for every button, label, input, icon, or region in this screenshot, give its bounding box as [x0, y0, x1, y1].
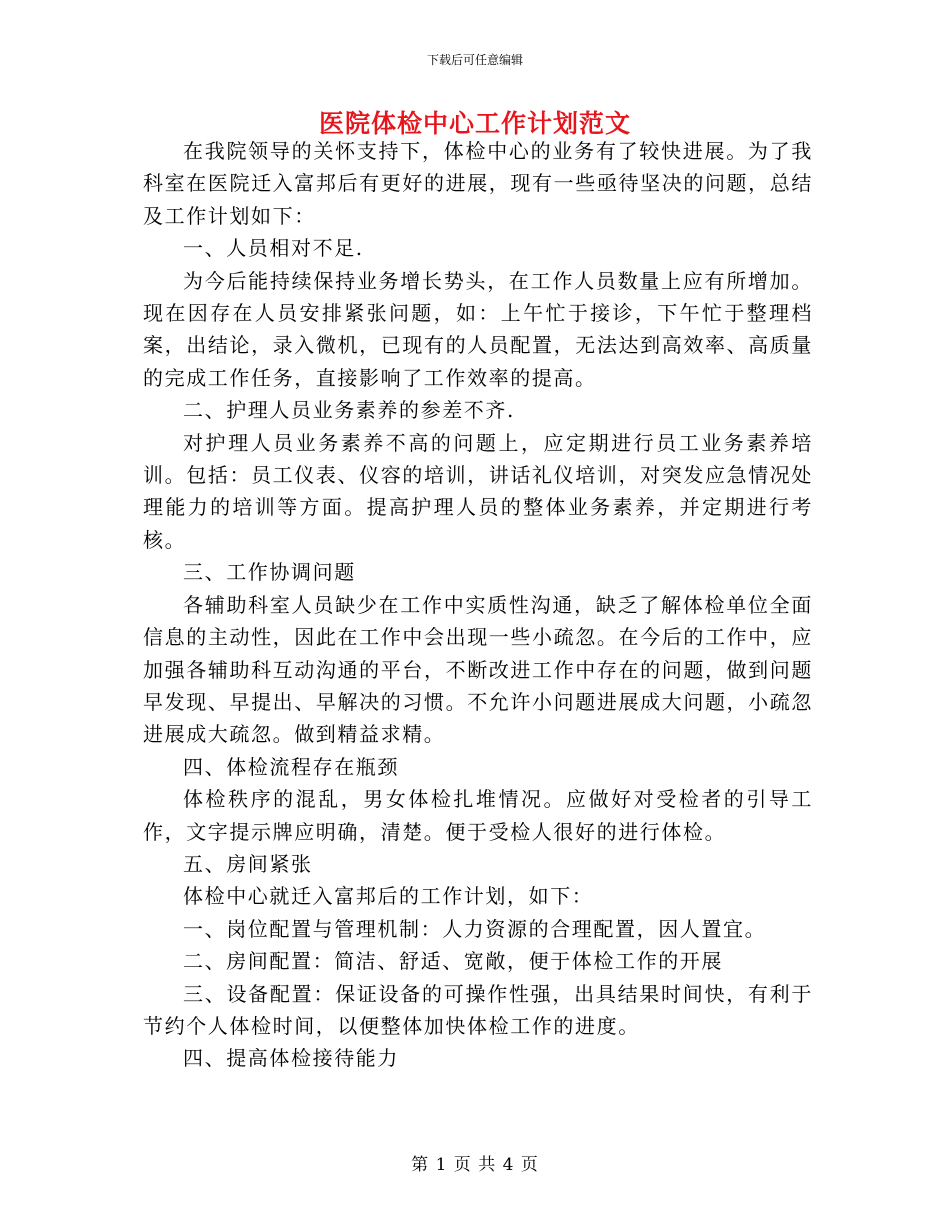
paragraph-staff-shortage: 为今后能持续保持业务增长势头，在工作人员数量上应有所增加。现在因存在人员安排紧张问题，如：上午忙于接诊，下午忙于整理档案，出结论，录入微机，已现有的人员配置，无法达到高效率、高质量的完成工作任务，直接影响了工作效率的提高。: [143, 268, 813, 390]
heading-coordination: 三、工作协调问题: [183, 560, 356, 585]
document-title: 医院体检中心工作计划范文: [318, 109, 631, 138]
heading-staff-shortage: 一、人员相对不足.: [183, 236, 364, 261]
heading-room-shortage: 五、房间紧张: [183, 851, 313, 876]
plan-item-rooms: 二、房间配置：简洁、舒适、宽敞，便于体检工作的开展: [183, 949, 723, 974]
paragraph-bottleneck: 体检秩序的混乱，男女体检扎堆情况。应做好对受检者的引导工作，文字提示牌应明确，清楚。便于受检人很好的进行体检。: [143, 787, 813, 844]
paragraph-intro: 在我院领导的关怀支持下，体检中心的业务有了较快进展。为了我科室在医院迁入富邦后有更好的进展，现有一些亟待坚决的问题，总结及工作计划如下：: [143, 139, 813, 228]
plan-item-staffing: 一、岗位配置与管理机制：人力资源的合理配置，因人置宜。: [183, 916, 767, 941]
paragraph-plan-intro: 体检中心就迁入富邦后的工作计划，如下：: [183, 884, 594, 909]
plan-item-equipment: 三、设备配置：保证设备的可操作性强，出具结果时间快，有利于节约个人体检时间，以便整体加快体检工作的进度。: [143, 981, 813, 1038]
page-number-footer: [0, 1153, 950, 1177]
document-body: [143, 135, 813, 1075]
heading-nursing-quality: 二、护理人员业务素养的参差不齐.: [183, 398, 515, 423]
heading-bottleneck: 四、体检流程存在瓶颈: [183, 754, 399, 779]
paragraph-nursing-quality: 对护理人员业务素养不高的问题上，应定期进行员工业务素养培训。包括：员工仪表、仪容的培训，讲话礼仪培训，对突发应急情况处理能力的培训等方面。提高护理人员的整体业务素养，并定期进行考核。: [143, 430, 813, 552]
page-number-text: 第 1 页 共 4 页: [411, 1155, 539, 1175]
page-header-note: 下载后可任意编辑: [426, 53, 523, 67]
plan-item-reception: 四、提高体检接待能力: [183, 1046, 399, 1071]
paragraph-coordination: 各辅助科室人员缺少在工作中实质性沟通，缺乏了解体检单位全面信息的主动性，因此在工作中会出现一些小疏忽。在今后的工作中，应加强各辅助科互动沟通的平台，不断改进工作中存在的问题，做到问题早发现、早提出、早解决的习惯。不允许小问题进展成大问题，小疏忽进展成大疏忽。做到精益求精。: [143, 592, 813, 747]
